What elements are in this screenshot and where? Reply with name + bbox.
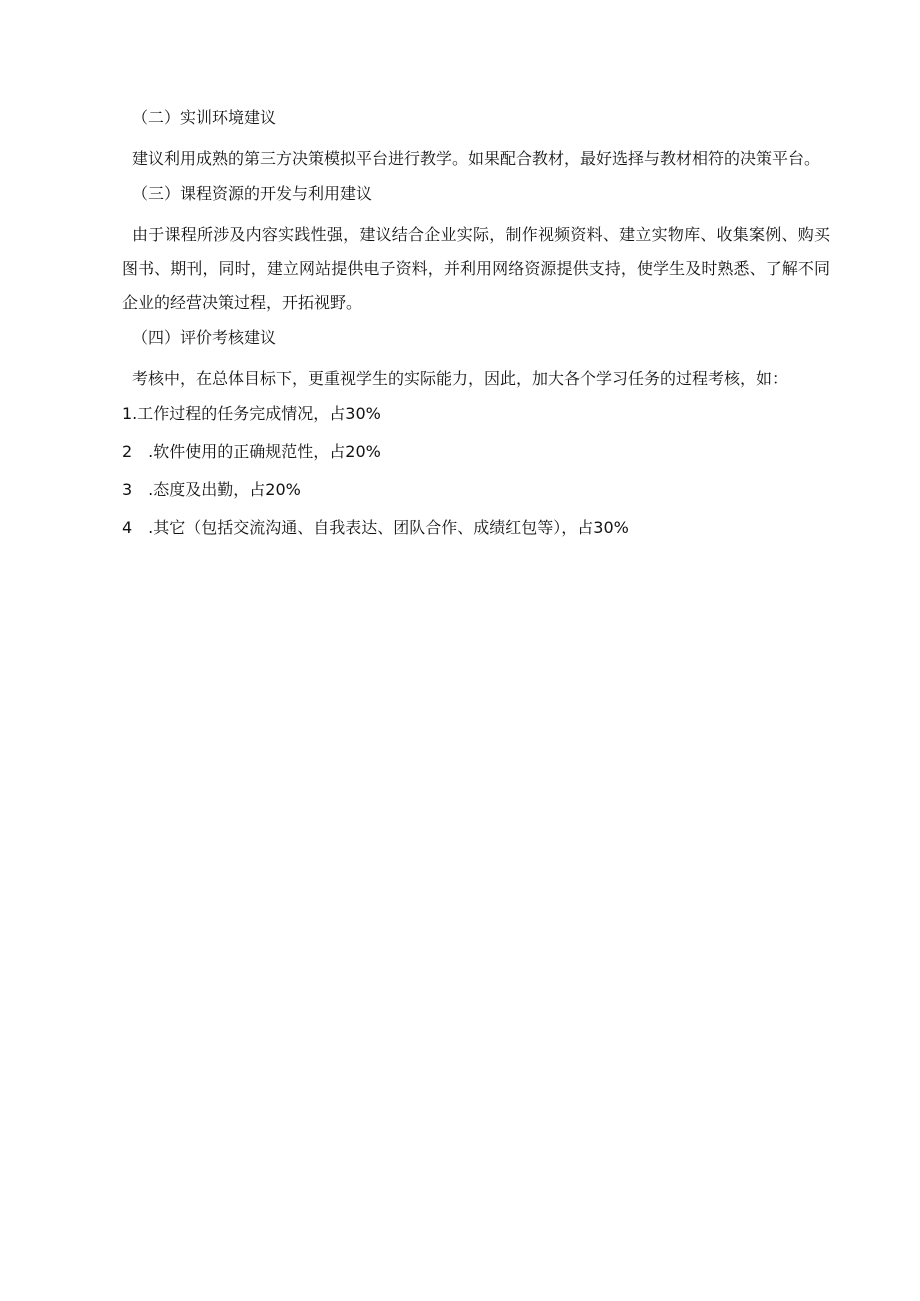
assessment-list-item-1: 1.工作过程的任务完成情况，占30%	[122, 404, 381, 423]
section-heading-assessment: （四）评价考核建议	[132, 328, 277, 347]
section-heading-training-environment: （二）实训环境建议	[132, 108, 277, 127]
section-heading-course-resources: （三）课程资源的开发与利用建议	[132, 184, 373, 203]
document-body	[122, 104, 830, 552]
assessment-list-item-2: 2 .软件使用的正确规范性，占20%	[122, 442, 381, 461]
section-paragraph-course-resources: 由于课程所涉及内容实践性强，建议结合企业实际，制作视频资料、建立实物库、收集案例、购买图书、期刊，同时，建立网站提供电子资料，并利用网络资源提供支持，使学生及时熟悉、了解不同企业的经营决策过程，开拓视野。	[122, 225, 830, 312]
assessment-list-item-4: 4 .其它（包括交流沟通、自我表达、团队合作、成绩红包等），占30%	[122, 518, 629, 537]
section-paragraph-training-environment: 建议利用成熟的第三方决策模拟平台进行教学。如果配合教材，最好选择与教材相符的决策平台。	[132, 149, 821, 168]
section-paragraph-assessment: 考核中，在总体目标下，更重视学生的实际能力，因此，加大各个学习任务的过程考核，如：	[132, 369, 789, 388]
assessment-list-item-3: 3 .态度及出勤，占20%	[122, 480, 301, 499]
